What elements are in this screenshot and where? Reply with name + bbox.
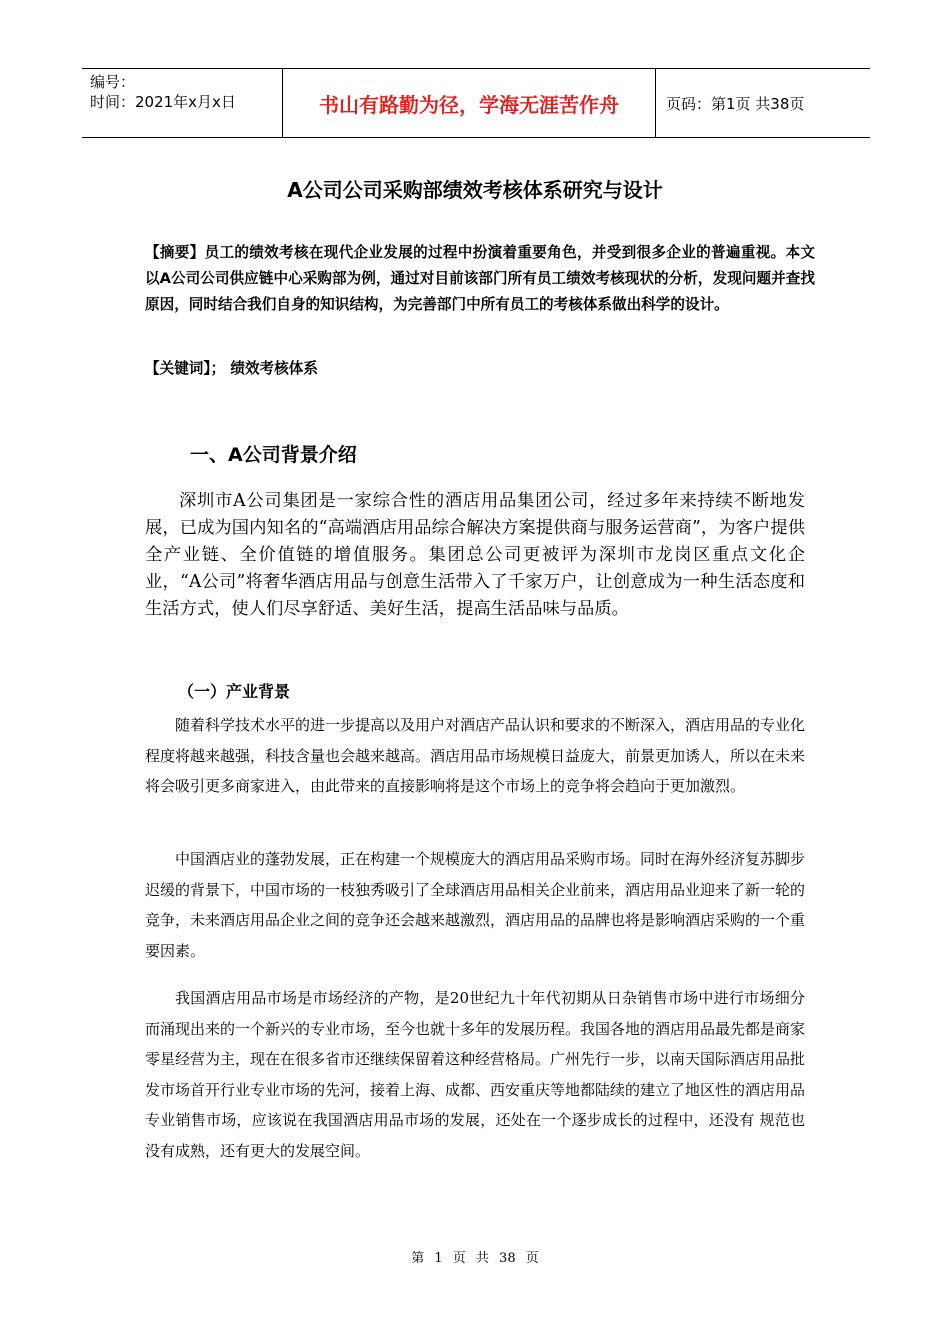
document-date-label: 时间：2021年x月x日 [90,93,236,111]
document-title: A公司公司采购部绩效考核体系研究与设计 [287,178,663,202]
section-heading-background: 一、A公司背景介绍 [190,444,357,466]
header-table [82,68,870,138]
paragraph-industry-1: 随着科学技术水平的进一步提高以及用户对酒店产品认识和要求的不断深入，酒店用品的专业化程度将越来越强，科技含量也会越来越高。酒店用品市场规模日益庞大，前景更加诱人，所以在未来将会吸引更多商家进入，由此带来的直接影响将是这个市场上的竞争将会趋向于更加激烈。 [145,716,806,795]
header-left-cell [82,69,282,137]
page-footer: 第 1 页 共 38 页 [411,1251,539,1266]
subsection-heading-industry: （一）产业背景 [178,682,291,701]
section-paragraph-company-intro: 深圳市A公司集团是一家综合性的酒店用品集团公司，经过多年来持续不断地发展，已成为国内知名的“高端酒店用品综合解决方案提供商与服务运营商”，为客户提供全产业链、全价值链的增值服务。集团总公司更被评为深圳市龙岗区重点文化企业，“A公司”将奢华酒店用品与创意生活带入了千家万户，让创意成为一种生活态度和生活方式，使人们尽享舒适、美好生活，提高生活品味与品质。 [145,491,805,619]
document-number-label: 编号： [90,73,136,91]
keywords: 【关键词】； 绩效考核体系 [145,360,318,377]
header-page-info: 页码：第1页 共38页 [666,94,805,113]
paragraph-industry-3: 我国酒店用品市场是市场经济的产物，是20世纪九十年代初期从日杂销售市场中进行市场细分而涌现出来的一个新兴的专业市场，至今也就十多年的发展历程。我国各地的酒店用品最先都是商家零星经营为主，现在在很多省市还继续保留着这种经营格局。广州先行一步，以南天国际酒店用品批发市场首开行业专业市场的先河，接着上海、成都、西安重庆等地都陆续的建立了地区性的酒店用品专业销售市场，应该说在我国酒店用品市场的发展，还处在一个逐步成长的过程中，还没有 规范也没有成熟，还有更大的发展空间。 [145,989,806,1160]
abstract: 【摘要】员工的绩效考核在现代企业发展的过程中扮演着重要角色，并受到很多企业的普遍重视。本文以A公司公司供应链中心采购部为例，通过对目前该部门所有员工绩效考核现状的分析，发现问题并查找原因，同时结合我们自身的知识结构，为完善部门中所有员工的考核体系做出科学的设计。 [145,244,815,313]
paragraph-industry-2: 中国酒店业的蓬勃发展，正在构建一个规模庞大的酒店用品采购市场。同时在海外经济复苏脚步迟缓的背景下，中国市场的一枝独秀吸引了全球酒店用品相关企业前来，酒店用品业迎来了新一轮的竞争，未来酒店用品企业之间的竞争还会越来越激烈，酒店用品的品牌也将是影响酒店采购的一个重要因素。 [145,850,806,960]
header-motto: 书山有路勤为径，学海无涯苦作舟 [282,69,656,137]
